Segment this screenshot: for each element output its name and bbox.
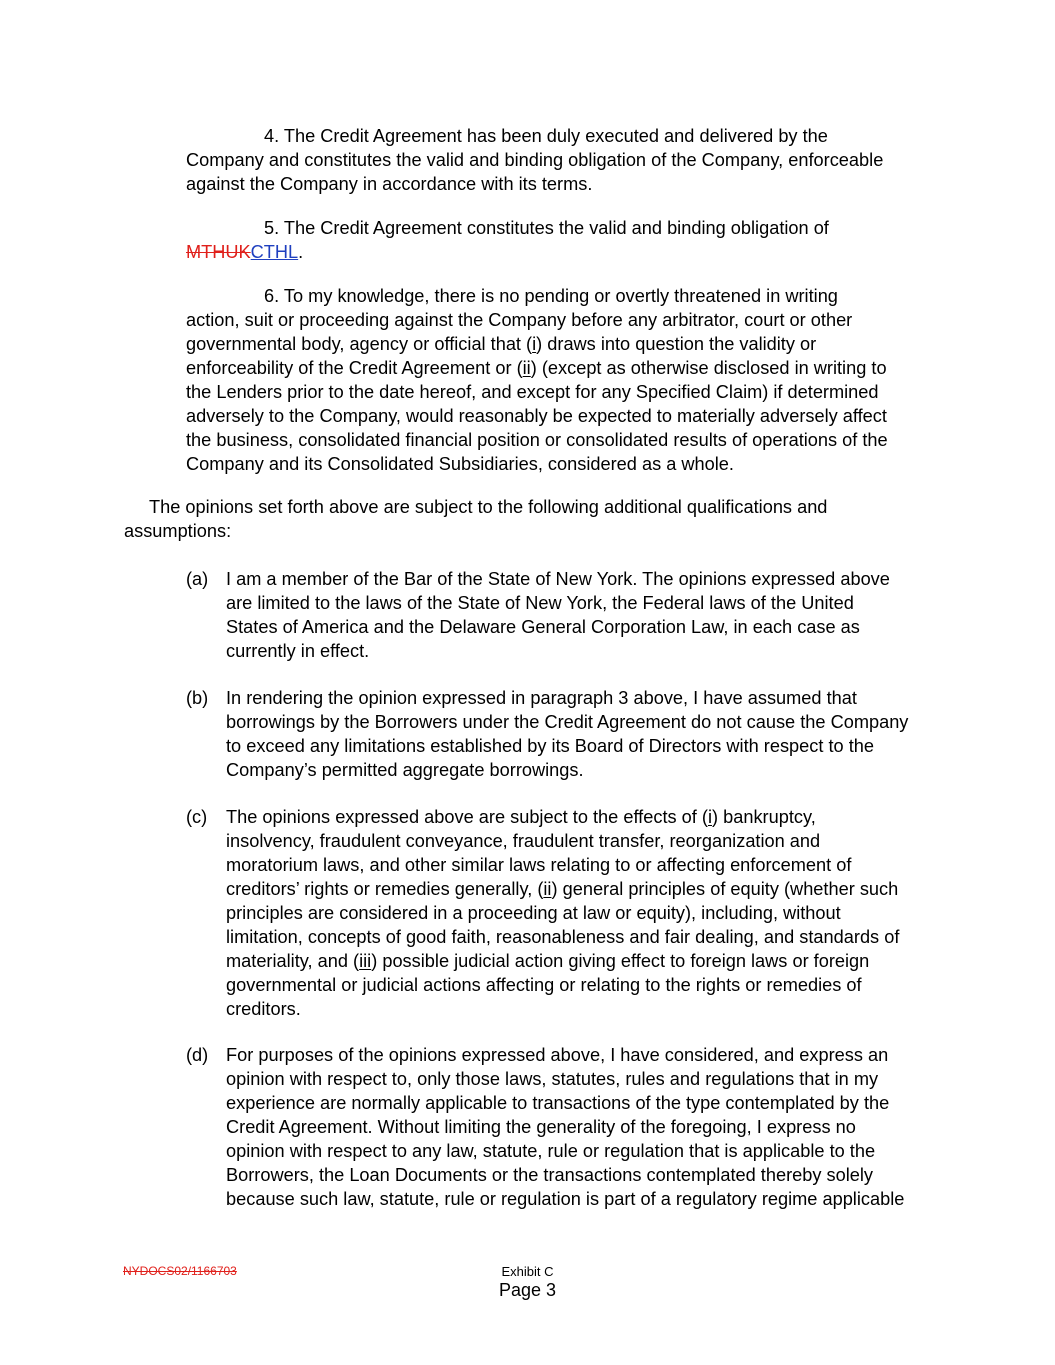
paragraph-4-number: 4. [264,126,280,146]
qualification-c-text-4: ) possible judicial action giving effect to foreign laws or foreign governmental or judicial actions affecting or relating to the rights or remedies of creditors. [226,951,870,1019]
paragraph-6 [186,284,946,476]
qualification-a-text: I am a member of the Bar of the State of New York. The opinions expressed above are limited to the laws of the State of New York, the Federal laws of the United States of America and the Delaware General Corporation Law, in each case as currently in effect. [226,569,890,661]
paragraph-4 [186,124,946,196]
qualification-c-marker-iii: iii [359,951,372,971]
inserted-text: CTHL [250,242,299,262]
qualification-c-label: (c) [186,807,208,827]
paragraph-6-text-1: To my knowledge, there is no pending or overtly threatened in writing action, suit or proceeding against the Company before any arbitrator, court or other governmental body, agency or official that ( [186,286,853,354]
paragraph-5 [186,216,946,264]
deleted-text: MTHUK [186,242,251,262]
qualification-d-text: For purposes of the opinions expressed above, I have considered, and express an opinion with respect to, only those laws, statutes, rules and regulations that in my experience are normally applicable to transactions of the type contemplated by the Credit Agreement. Without limiting the generality of the foregoing, I express no opinion with respect to any law, statute, rule or regulation that is applicable to the Borrowers, the Loan Documents or the transactions contemplated thereby solely because such law, statute, rule or regulation is part of a regulatory regime applicable [226,1045,905,1209]
qualification-b-label: (b) [186,688,209,708]
page-number: Page 3 [498,1280,557,1300]
qualification-c-text-1: The opinions expressed above are subject to the effects of ( [226,807,708,827]
qualification-c-text-3: ) general principles of equity (whether such principles are considered in a proceeding at law or equity), including, without limitation, concepts of good faith, reasonableness and fair dealing, and standards of materiality, and ( [226,879,900,971]
document-id: NYDOCS02/1166703 [123,1264,237,1278]
paragraph-6-text-2: ) draws into question the validity or enforceability of the Credit Agreement or ( [186,334,817,378]
paragraph-6-marker-i: i [532,334,537,354]
paragraph-5-number: 5. [264,218,280,238]
qualification-d-label: (d) [186,1045,209,1065]
qualification-b-text: In rendering the opinion expressed in paragraph 3 above, I have assumed that borrowings by the Borrowers under the Credit Agreement do not cause the Company to exceed any limitations established by its Board of Directors with respect to the Company’s permitted aggregate borrowings. [226,688,909,780]
paragraph-6-number: 6. [264,286,280,306]
paragraph-4-text: The Credit Agreement has been duly executed and delivered by the Company and constitutes the valid and binding obligation of the Company, enforceable against the Company in accordance with its terms. [186,126,884,194]
qualifications-intro: The opinions set forth above are subject to the following additional qualifications and assumptions: [124,497,828,541]
paragraph-6-marker-ii: ii [522,358,531,378]
qualification-a-label: (a) [186,569,209,589]
qualification-c-text [226,805,946,1021]
paragraph-5-text: The Credit Agreement constitutes the valid and binding obligation of [283,218,829,238]
qualification-c-marker-ii: ii [543,879,552,899]
qualification-c-marker-i: i [707,807,712,827]
paragraph-6-text-3: ) (except as otherwise disclosed in writing to the Lenders prior to the date hereof, and except for any Specified Claim) if determined adversely to the Company, would reasonably be expected to materially adversely affect the business, consolidated financial position or consolidated results of operations of the Company and its Consolidated Subsidiaries, considered as a whole. [186,358,888,474]
qualification-c-text-2: ) bankruptcy, insolvency, fraudulent conveyance, fraudulent transfer, reorganization and moratorium laws, and other similar laws relating to or affecting enforcement of creditors’ rights or remedies generally, ( [226,807,852,899]
exhibit-label: Exhibit C [501,1264,554,1279]
paragraph-5-end: . [298,242,304,262]
